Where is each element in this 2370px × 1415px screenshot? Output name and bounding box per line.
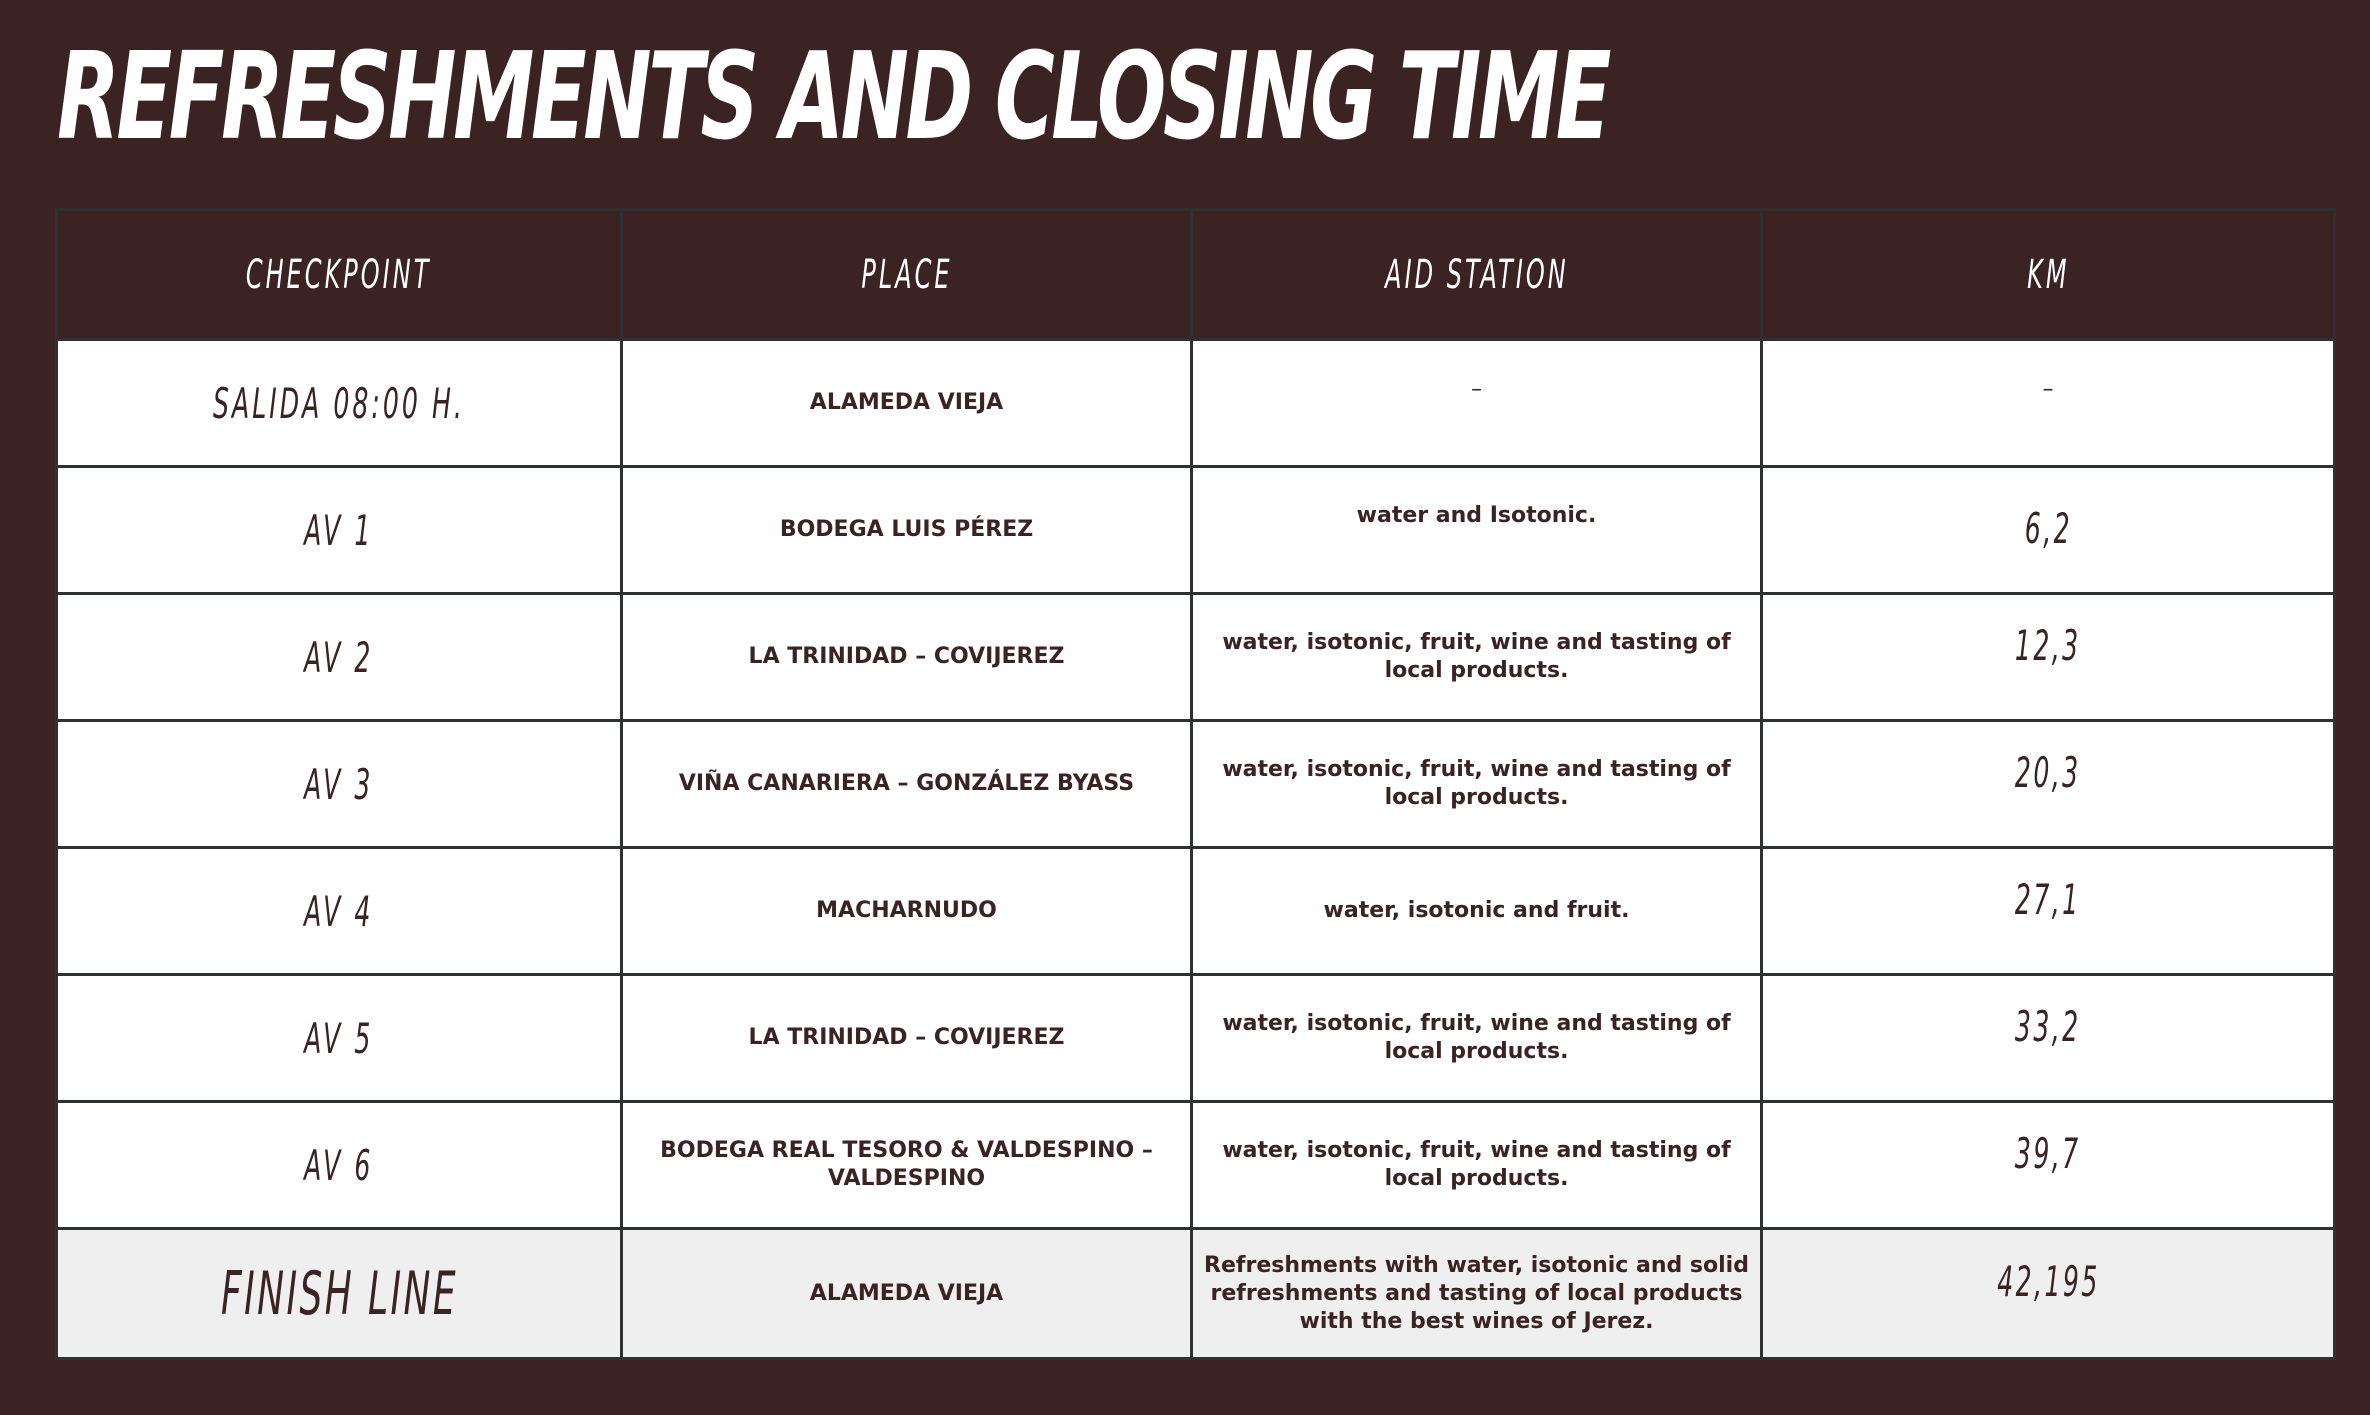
km-cell: 33,2 — [1762, 975, 2335, 1102]
km-cell: 20,3 — [1762, 721, 2335, 848]
km-cell: 39,7 — [1762, 1102, 2335, 1229]
aid-station-cell: water, isotonic and fruit. — [1192, 848, 1762, 975]
table-row-av5 — [57, 975, 2335, 1102]
place-cell: BODEGA REAL TESORO & VALDESPINO – VALDESPINO — [622, 1102, 1192, 1229]
checkpoint-cell: AV 6 — [57, 1102, 622, 1229]
place-cell: BODEGA LUIS PÉREZ — [622, 467, 1192, 594]
checkpoint-cell: AV 2 — [57, 594, 622, 721]
refreshments-table — [55, 208, 2336, 1360]
aid-station-cell: water and Isotonic. — [1192, 467, 1762, 594]
header-km: KM — [1762, 210, 2335, 340]
table-row-av6 — [57, 1102, 2335, 1229]
aid-station-cell: water, isotonic, fruit, wine and tasting of local products. — [1192, 721, 1762, 848]
km-cell: – — [1762, 340, 2335, 467]
km-cell: 42,195 — [1762, 1229, 2335, 1359]
table-row-start — [57, 340, 2335, 467]
place-cell: VIÑA CANARIERA – GONZÁLEZ BYASS — [622, 721, 1192, 848]
table-row-av4 — [57, 848, 2335, 975]
header-aid-station: AID STATION — [1192, 210, 1762, 340]
checkpoint-cell: AV 5 — [57, 975, 622, 1102]
aid-station-cell: – — [1192, 340, 1762, 467]
aid-station-cell: water, isotonic, fruit, wine and tasting of local products. — [1192, 1102, 1762, 1229]
table-header-row — [57, 210, 2335, 340]
aid-station-cell: water, isotonic, fruit, wine and tasting of local products. — [1192, 975, 1762, 1102]
checkpoint-cell: AV 1 — [57, 467, 622, 594]
km-cell: 27,1 — [1762, 848, 2335, 975]
table-row-av1 — [57, 467, 2335, 594]
place-cell: LA TRINIDAD – COVIJEREZ — [622, 594, 1192, 721]
place-cell: LA TRINIDAD – COVIJEREZ — [622, 975, 1192, 1102]
km-cell: 12,3 — [1762, 594, 2335, 721]
table-row-av3 — [57, 721, 2335, 848]
aid-station-cell: Refreshments with water, isotonic and solid refreshments and tasting of local products with the best wines of Jerez. — [1192, 1229, 1762, 1359]
km-cell: 6,2 — [1762, 467, 2335, 594]
place-cell: MACHARNUDO — [622, 848, 1192, 975]
place-cell: ALAMEDA VIEJA — [622, 1229, 1192, 1359]
place-cell: ALAMEDA VIEJA — [622, 340, 1192, 467]
header-checkpoint: CHECKPOINT — [57, 210, 622, 340]
table-row-av2 — [57, 594, 2335, 721]
checkpoint-cell: SALIDA 08:00 H. — [57, 340, 622, 467]
checkpoint-cell: AV 4 — [57, 848, 622, 975]
checkpoint-cell: AV 3 — [57, 721, 622, 848]
aid-station-cell: water, isotonic, fruit, wine and tasting of local products. — [1192, 594, 1762, 721]
page-title: REFRESHMENTS AND CLOSING TIME — [57, 28, 1609, 167]
header-place: PLACE — [622, 210, 1192, 340]
checkpoint-cell: FINISH LINE — [57, 1229, 622, 1359]
table-row-finish — [57, 1229, 2335, 1359]
